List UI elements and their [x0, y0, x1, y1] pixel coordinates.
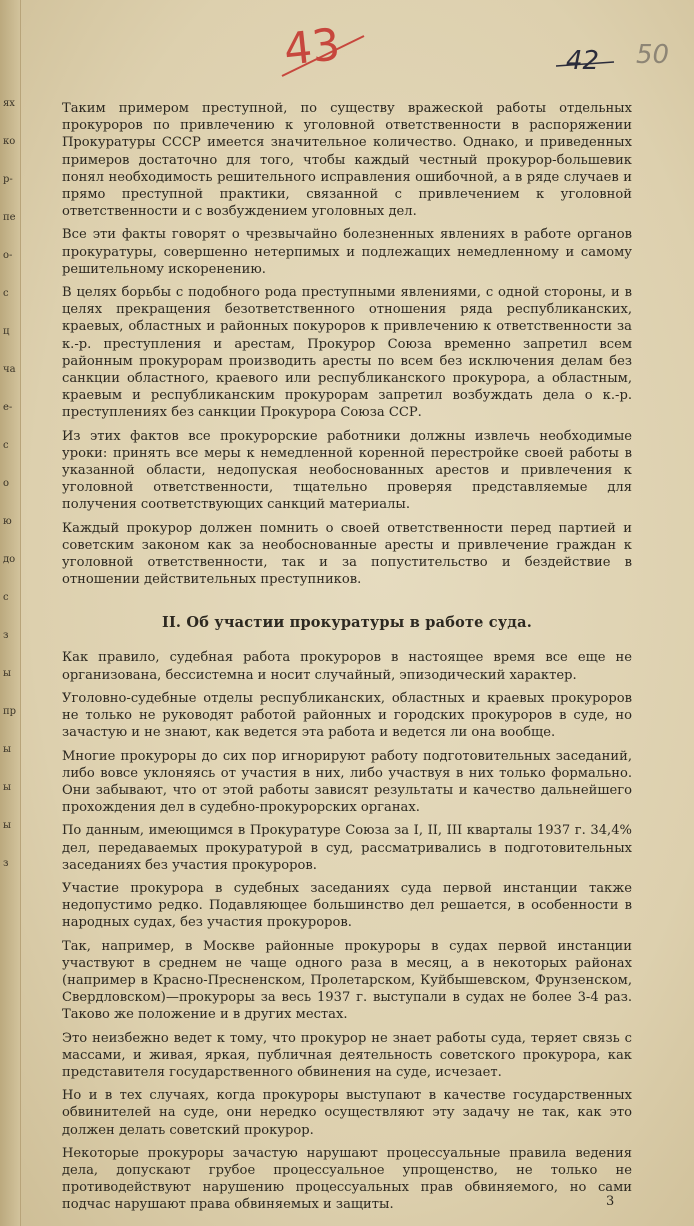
paragraph: Так, например, в Москве районные прокуроры в судах первой инстанции участвуют в среднем не чаще одного раза в месяц, а в некоторых районах (например в Красно-Пресненском, Пролетарском, Куйбышевском, Фрунзенском, Свердловском)—прокуроры за весь 1937 г. выступали в судах не более 3-4 раз. Таково же положение и в других местах. [62, 938, 632, 1023]
section-heading: II. Об участии прокуратуры в работе суда. [161, 614, 533, 632]
red-ink-page-mark [272, 14, 372, 94]
paragraph: Таким примером преступной, по существу вражеской работы отдельных прокуроров по привлечению к уголовной ответственности в распоряжении Прокуратуры СССР имеется значительное количество. Однако, и приведенных примеров достаточно для того, чтобы каждый честный прокурор-большевик понял необходимость решительного исправления ошибочной, а в ряде случаев и прямо преступной практики, связанной с привлечением к уголовной ответственности и с возбуждением уголовных дел. [62, 101, 632, 220]
margin-fragment: с [3, 440, 9, 451]
document-body [62, 100, 632, 1220]
page-number: 3 [606, 1194, 615, 1209]
pencil-number [636, 40, 669, 70]
paragraph: Это неизбежно ведет к тому, что прокурор не знает работы суда, теряет связь с массами, и живая, яркая, публичная деятельность советского прокурора, как представителя государственного обвинения на суде, исчезает. [62, 1030, 632, 1080]
margin-fragment: ы [3, 668, 11, 679]
pencil-text: 50 [636, 40, 670, 70]
margin-fragment: ы [3, 782, 11, 793]
paragraph: Но и в тех случаях, когда прокуроры выступают в качестве государственных обвинителей на суде, они нередко осуществляют эту задачу не так, как это должен делать советский прокурор. [62, 1088, 632, 1138]
paragraph: Как правило, судебная работа прокуроров в настоящее время все еще не организована, бессистемна и носит случайный, эпизодический характер. [62, 650, 632, 683]
paragraph: Все эти факты говорят о чрезвычайно болезненных явлениях в работе органов прокуратуры, совершенно нетерпимых и подлежащих немедленному и самому решительному искоренению. [62, 227, 632, 277]
margin-fragment: р- [3, 174, 13, 185]
paragraph: Некоторые прокуроры зачастую нарушают процессуальные правила ведения дела, допускают грубое процессуальное упрощенство, не только не противодействуют нарушению процессуальных прав обвиняемого, но сами подчас нарушают права обвиняемых и защиты. [62, 1145, 632, 1213]
margin-fragment: з [3, 858, 9, 869]
margin-fragment: ча [3, 364, 16, 375]
margin-fragment: о [3, 478, 10, 489]
paragraph: В целях борьбы с подобного рода преступными явлениями, с одной стороны, и в целях прекращения безответственного отношения ряда республиканских, краевых, областных и районных покуроров к привлечению к ответственности за к.-р. преступления и арестам, Прокурор Союза временно запретил всем районным прокурорам производить аресты по всем без исключения делам без санкции областного, краевого или республиканского прокурора, а областным, краевым и республиканским прокурорам запретил возбуждать дела о к.-р. преступлениях без санкции Прокурора Союза ССР. [62, 285, 632, 421]
paragraph: Из этих фактов все прокурорские работники должны извлечь необходимые уроки: принять все меры к немедленной коренной перестройке своей работы в указанной области, недопуская необоснованных арестов и привлечения к уголовной ответственности, тщательно проверяя представляемые для получения соответствующих санкций материалы. [62, 428, 632, 513]
margin-fragment: до [3, 554, 16, 565]
margin-fragment: ко [3, 136, 16, 147]
paragraph: Уголовно-судебные отделы республиканских, областных и краевых прокуроров не только не руководят работой районных и городских прокуроров в суде, но зачастую и не знают, как ведется эта работа и ведется ли она вообще. [62, 690, 632, 741]
margin-fragment: ях [3, 98, 15, 109]
folio-text: 42 [566, 46, 600, 76]
paragraph: Многие прокуроры до сих пор игнорируют работу подготовительных заседаний, либо вовсе уклоняясь от участия в них, либо участвуя в них только формально. Они забывают, что от этой работы зависят результаты и качество дальнейшего прохождения дел в судебно-прокурорских органах. [62, 748, 632, 816]
margin-fragment: с [3, 288, 9, 299]
margin-fragment: ц [3, 326, 10, 337]
margin-fragment: з [3, 630, 9, 641]
margin-fragment: е- [3, 402, 13, 413]
margin-fragment: пр [3, 706, 17, 717]
margin-fragment: пе [3, 212, 16, 223]
red-mark-text: 43 [281, 19, 343, 76]
paragraph: Участие прокурора в судебных заседаниях суда первой инстанции также недопустимо редко. Подавляющее большинство дел решается, в особенности в народных судах, без участия прокуроров. [62, 880, 632, 931]
paragraph: Каждый прокурор должен помнить о своей ответственности перед партией и советским законом как за необоснованные аресты и привлечение граждан к уголовной ответственности, так и за попустительство и бездействие в отношении действительных преступников. [62, 520, 632, 588]
margin-fragment: ы [3, 744, 11, 755]
folio-number [566, 46, 599, 76]
margin-fragment: ю [3, 516, 12, 527]
folio-strike [556, 58, 616, 70]
adjacent-page-strip [0, 0, 21, 1226]
margin-fragment: с [3, 592, 9, 603]
margin-fragment: ы [3, 820, 11, 831]
paragraph: По данным, имеющимся в Прокуратуре Союза за I, II, III кварталы 1937 г. 34,4% дел, передаваемых прокуратурой в суд, рассматривались в подготовительных заседаниях без участия прокуроров. [62, 823, 632, 873]
margin-fragment: о- [3, 250, 13, 261]
